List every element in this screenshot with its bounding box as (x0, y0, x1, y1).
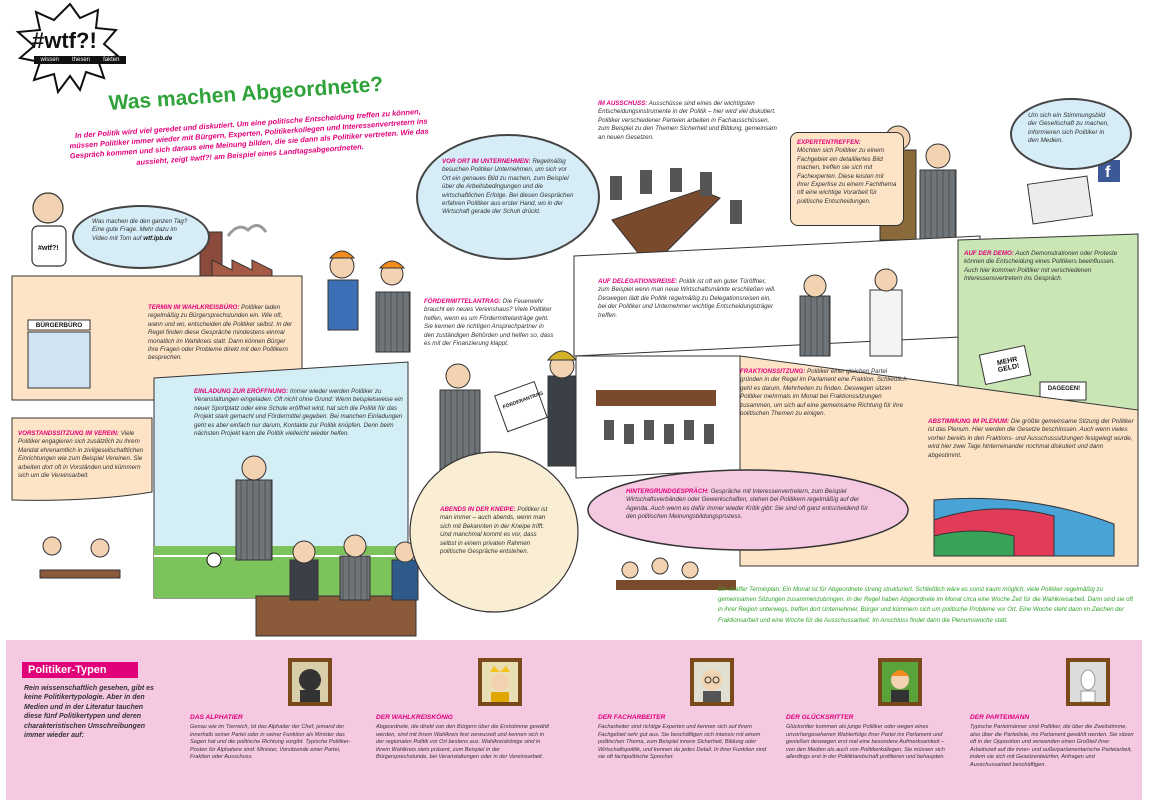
heading-delegation: AUF DELEGATIONSREISE: (598, 278, 678, 285)
type-name-facharbeiter: DER FACHARBEITER (598, 714, 666, 721)
heading-einladung: EINLADUNG ZUR ERÖFFNUNG: (194, 388, 289, 395)
heading-foerder: FÖRDERMITTELANTRAG: (424, 298, 501, 305)
heading-hintergrund: HINTERGRUNDGESPRÄCH: (626, 488, 709, 495)
text-experten: Möchten sich Politiker zu einem Fachgebiet ein detailliertes Bild machen, treffen sie sich mit Fachexperten. Diese leisten mit ihrer Expertise zu einem Fachthema oft eine wichtige Vorarbeit für politische Entscheidungen. (797, 147, 897, 205)
logo-mark: #wtf?! (32, 28, 97, 53)
portrait-gluecksritter-icon (878, 658, 922, 706)
heading-ausschuss: IM AUSSCHUSS: (598, 100, 648, 107)
heading-kneipe: ABENDS IN DER KNEIPE: (440, 506, 516, 513)
section-kneipe (440, 506, 550, 556)
thinking-politician-figure (32, 193, 66, 266)
type-text-facharbeiter: Facharbeiter sind richtige Experten und kennen sich auf ihrem Fachgebiet sehr gut aus. Sie beschäftigen sich intensiv mit einem politischen Thema, zum Beispiel innere Sicherheit, Bildung oder Wirtschaftspolitik, und kennen da jedes Detail. In ihrer Funktion sind sie oft fachpolitische Sprecher. (598, 724, 767, 761)
logo-tag-thesen: thesen (71, 57, 90, 63)
schedule-note: Ein straffer Terminplan: Ein Monat ist für Abgeordnete streng strukturiert. Schließlich wäre es sonst kaum möglich, viele Politiker regelmäßig zu gemeinsamen Sitzungen zusammenzubringen. In der Regel haben Abgeordnete im Monat circa eine Woche Zeit für die Wahlkreisarbeit. Dann sind sie oft in ihrer Region unterwegs, treffen dort Unternehmer, Bürger und kümmern sich um politische Probleme vor Ort. Eine Woche steht dann im Zeichen der Fraktionsarbeit und eine Woche für die Ausschussarbeit. Im Anschluss findet dann die Plenumswoche statt. (718, 586, 1133, 624)
bubble-right (1010, 98, 1132, 170)
bubble-left (72, 205, 210, 269)
bubble-right-text: Um sich ein Stimmungsbild der Gesellschaft zu machen, informieren sich Politiker in den Medien. (1028, 112, 1109, 145)
section-ausschuss (598, 100, 778, 142)
type-name-wahlkreiskoenig: DER WAHLKREISKÖNIG (376, 714, 453, 721)
types-intro: Rein wissenschaftlich gesehen, gibt es keine Politikertypologie. Aber in den Medien und in der Literatur tauchen diese fünf Politikertypen und deren charakteristischen Umschreibungen immer wieder auf: (24, 685, 154, 740)
portrait-wahlkreiskoenig-icon (478, 658, 522, 706)
heading-verein: VORSTANDSSITZUNG IM VEREIN: (18, 430, 119, 437)
sign-dagegen: DAGEGEN! (1047, 386, 1081, 392)
bubble-vor-ort (416, 134, 600, 260)
bubble-left-text: Was machen die den ganzen Tag? Eine gute Frage. Mehr dazu im Video mit Tom auf (92, 218, 188, 242)
type-text-alphatier: Genau wie im Tierreich, ist das Alphatier der Chef, jemand der innerhalb seiner Partei oder in seiner Funktion als Minister das Sagen hat und die politische Richtung vorgibt. Typische Politiker-Posten für Alphatiere sind: Minister, Vorsitzende einer Partei, Fraktion oder Ausschuss. (190, 724, 351, 761)
heading-experten: EXPERTENTREFFEN: (797, 139, 861, 146)
logo-tagline (34, 56, 126, 64)
heading-termin: TERMIN IM WAHLKREISBÜRO: (148, 304, 240, 311)
text-plenum: Die größte gemeinsame Sitzung der Politiker ist das Plenum. Hier werden die Gesetze beschlossen. Auch wenn vieles vorher bereits in den Fraktions- und Ausschusssitzungen festgelegt wurde, wird hier zwei Tage hinterreinander nochmal diskutiert und dann abgestimmt. (928, 418, 1134, 459)
logo-tag-wissen: wissen (40, 57, 59, 63)
text-foerder: Die Feuerwehr braucht ein neues Vereinshaus? Viele Politiker helfen, wenn es um Fördermittelanträge geht. Sie kennen die richtigen Ansprechpartner in den zuständigen Behörden und helfen so, dass es mit der Finanzierung klappt. (424, 298, 554, 348)
heading-plenum: ABSTIMMUNG IM PLENUM: (928, 418, 1010, 425)
svg-text:#wtf?!: #wtf?! (38, 245, 59, 252)
section-einladung (194, 388, 406, 438)
text-kneipe: Politiker ist man immer – auch abends, wenn man sich mit Bekannten in der Kneipe trifft. Und manchmal kommt es vor, dass selbst in einem privaten Rahmen politische Gespräche entstehen. (440, 506, 548, 556)
text-verein: Viele Politiker engagieren sich zusätzlich zu ihrem Mandat ehrenamtlich in zivilgesellschaftlichen Einrichtungen wie zum Beispiel Vereinen. Sie arbeiten dort oft in Vorständen und kümmern sich um die Vereinsarbeit. (18, 430, 144, 480)
text-ausschuss: Ausschüsse sind eines der wichtigsten Entscheidungsinstrumente in der Politik – hier wird viel diskutiert. Politiker verschiedener Parteien arbeiten in Fachausschüssen, zum Beispiel zu den Themen Sicherheit und Bildung, gemeinsam an neuen Gesetzen. (598, 100, 777, 141)
text-termin: Politiker laden regelmäßig zu Bürgersprechstunden ein. Wie oft, wann und wo, entscheiden die Politiker selbst. In der Regel finden diese Gespräche mindestens einmal monatlich im Wahlkreis statt. Dann können Bürger ihre Fragen oder Probleme direkt mit den Politikern besprechen. (148, 304, 293, 362)
portrait-alphatier-icon (288, 658, 332, 706)
panel-fraktion (576, 356, 740, 478)
type-name-gluecksritter: DER GLÜCKSRITTER (786, 714, 854, 721)
types-heading: Politiker-Typen (22, 662, 138, 678)
sign-buergerbuero: BÜRGERBÜRO (35, 322, 83, 329)
heading-fraktion: FRAKTIONSSITZUNG: (740, 368, 806, 375)
text-einladung: Immer wieder werden Politiker zu Veranstaltungen eingeladen. Oft nicht ohne Grund: Wenn beispielsweise ein neuer Sportplatz oder eine Schule eröffnet wird, hat sich die Politik für das Projekt stark gemacht und Fördermittel gegeben. Bei manchen Einladungen geht es aber einfach nur darum, Kontakte zur Politik knüpfen. Denn beim nächsten Projekt kann die Politik vielleicht wieder helfen. (194, 388, 403, 438)
section-termin (148, 304, 294, 363)
sign-foerderantrag: FÖRDERANTRAG (502, 390, 545, 411)
text-vor-ort: Regelmäßig besuchen Politiker Unternehmen, um sich vor Ort ein genaues Bild zu machen, zum Beispiel über die Arbeitsbedingungen und die wirtschaftlichen Erfolge. Bei diesen Gesprächen erfahren Politiker aus erster Hand, wo in der Wirtschaft gerade der Schuh drückt. (442, 158, 574, 216)
section-foerder (424, 298, 554, 348)
type-name-parteimann: DER PARTEIMANN (970, 714, 1030, 721)
type-text-parteimann: Typische Parteimänner sind Politiker, die über die Zweitstimme, also über die Parteiliste, ins Parlament gewählt werden. Sie sitzen oft in der Opposition und verwenden einen Großteil ihrer Arbeitszeit auf die inner- und außerparlamentarische Parteiarbeit, indem sie sich mit Gesetzentwürfen, Anfragen und Ausschussarbeit beschäftigen. (970, 724, 1134, 768)
page-title: Was machen Abgeordnete? (108, 72, 384, 115)
text-demo: Auch Demonstrationen oder Proteste können die Entscheidung eines Politikers beeinflussen. Auch hier kommen Politiker mit verschiedenen Interessensvertretern ins Gespräch. (964, 250, 1118, 283)
text-hintergrund: Gespräche mit Interessenvertretern, zum Beispiel Wirtschaftsverbänden oder Gewerkschaften, stehen bei Politikern regelmäßig auf der Agenda. Auch wenn es dafür immer wieder Kritik gibt: Sie sind oft ganz entscheidend für den politischen Meinungsbildungsprozess. (626, 488, 868, 521)
sign-mehr-geld: MEHR GELD! (996, 356, 1021, 375)
type-text-wahlkreiskoenig: Abgeordnete, die direkt von den Bürgern über die Erststimme gewählt werden, sind mit ihrem Wahlkreis fest verwurzelt und kennen sich in der regionalen Politik vor Ort bestens aus. Wahlkreiskönige sind in ihrem Wahlkreis stets präsent, zum Beispiel in der Bürgersprechstunde, bei Veranstaltungen oder in der Vereinsarbeit. (376, 724, 549, 761)
type-name-alphatier: DAS ALPHATIER (190, 714, 243, 721)
text-fraktion: Politiker einer gleichen Partei gründen in der Regel im Parlament eine Fraktion. Schließlich geht es darum, Mehrheiten zu finden. Deswegen sitzen Politiker mehrmals im Monat bei Fraktionssitzungen zusammen, um sich auf eine gemeinsame Richtung für ihre politischen Themen zu einigen. (740, 368, 907, 418)
intro-text: In der Politik wird viel geredet und diskutiert. Um eine politische Entscheidung treffen zu können, müssen Politiker immer wieder mit Bürgern, Experten, Politikerkollegen und Interessenvertretern ins Gespräch kommen und sich daraus eine Meinung bilden, die sie dann als Politiker vertreten. Wie das aussieht, zeigt #wtf?! am Beispiel eines Landtagsabgeordneten. (69, 106, 429, 167)
portrait-facharbeiter-icon (690, 658, 734, 706)
section-delegation (598, 278, 778, 320)
heading-vor-ort: VOR ORT IM UNTERNEHMEN: (442, 158, 531, 165)
text-delegation: Politik ist oft ein guter Türöffner, zum Beispiel wenn man neue Wirtschaftsmärkte erschließen will. Deswegen lädt die Politik regelmäßig zu Delegationsreisen ein, bei der Politiker und Unternehmer wichtige Entscheidungsträger treffen. (598, 278, 776, 319)
type-text-gluecksritter: Glücksritter kommen als junge Politiker oder wegen eines unvorhergesehenen Wahlerfolgs ihrer Partei ins Parlament und genießen deswegen erst mal eine besondere Aufmerksamkeit – von den Medien als auch von Politikerkollegen. Sie müssen sich allerdings erst in der Politiklandschaft profilieren und behaupten. (786, 724, 945, 761)
svg-text:f: f (1105, 164, 1111, 181)
section-verein (18, 430, 148, 480)
heading-demo: AUF DER DEMO: (964, 250, 1014, 257)
portrait-parteimann-icon (1066, 658, 1110, 706)
wtf-logo (22, 26, 132, 66)
buergerbuero-window (28, 332, 90, 388)
section-fraktion (740, 368, 910, 418)
logo-tag-fakten: fakten (103, 57, 120, 63)
panel-experten-box (790, 132, 904, 226)
club-table (40, 537, 120, 578)
section-hintergrund (626, 488, 872, 522)
wtf-link[interactable]: wtf.lpb.de (143, 234, 173, 242)
section-plenum (928, 418, 1134, 460)
section-demo (964, 250, 1130, 284)
worker-figures (328, 251, 410, 352)
